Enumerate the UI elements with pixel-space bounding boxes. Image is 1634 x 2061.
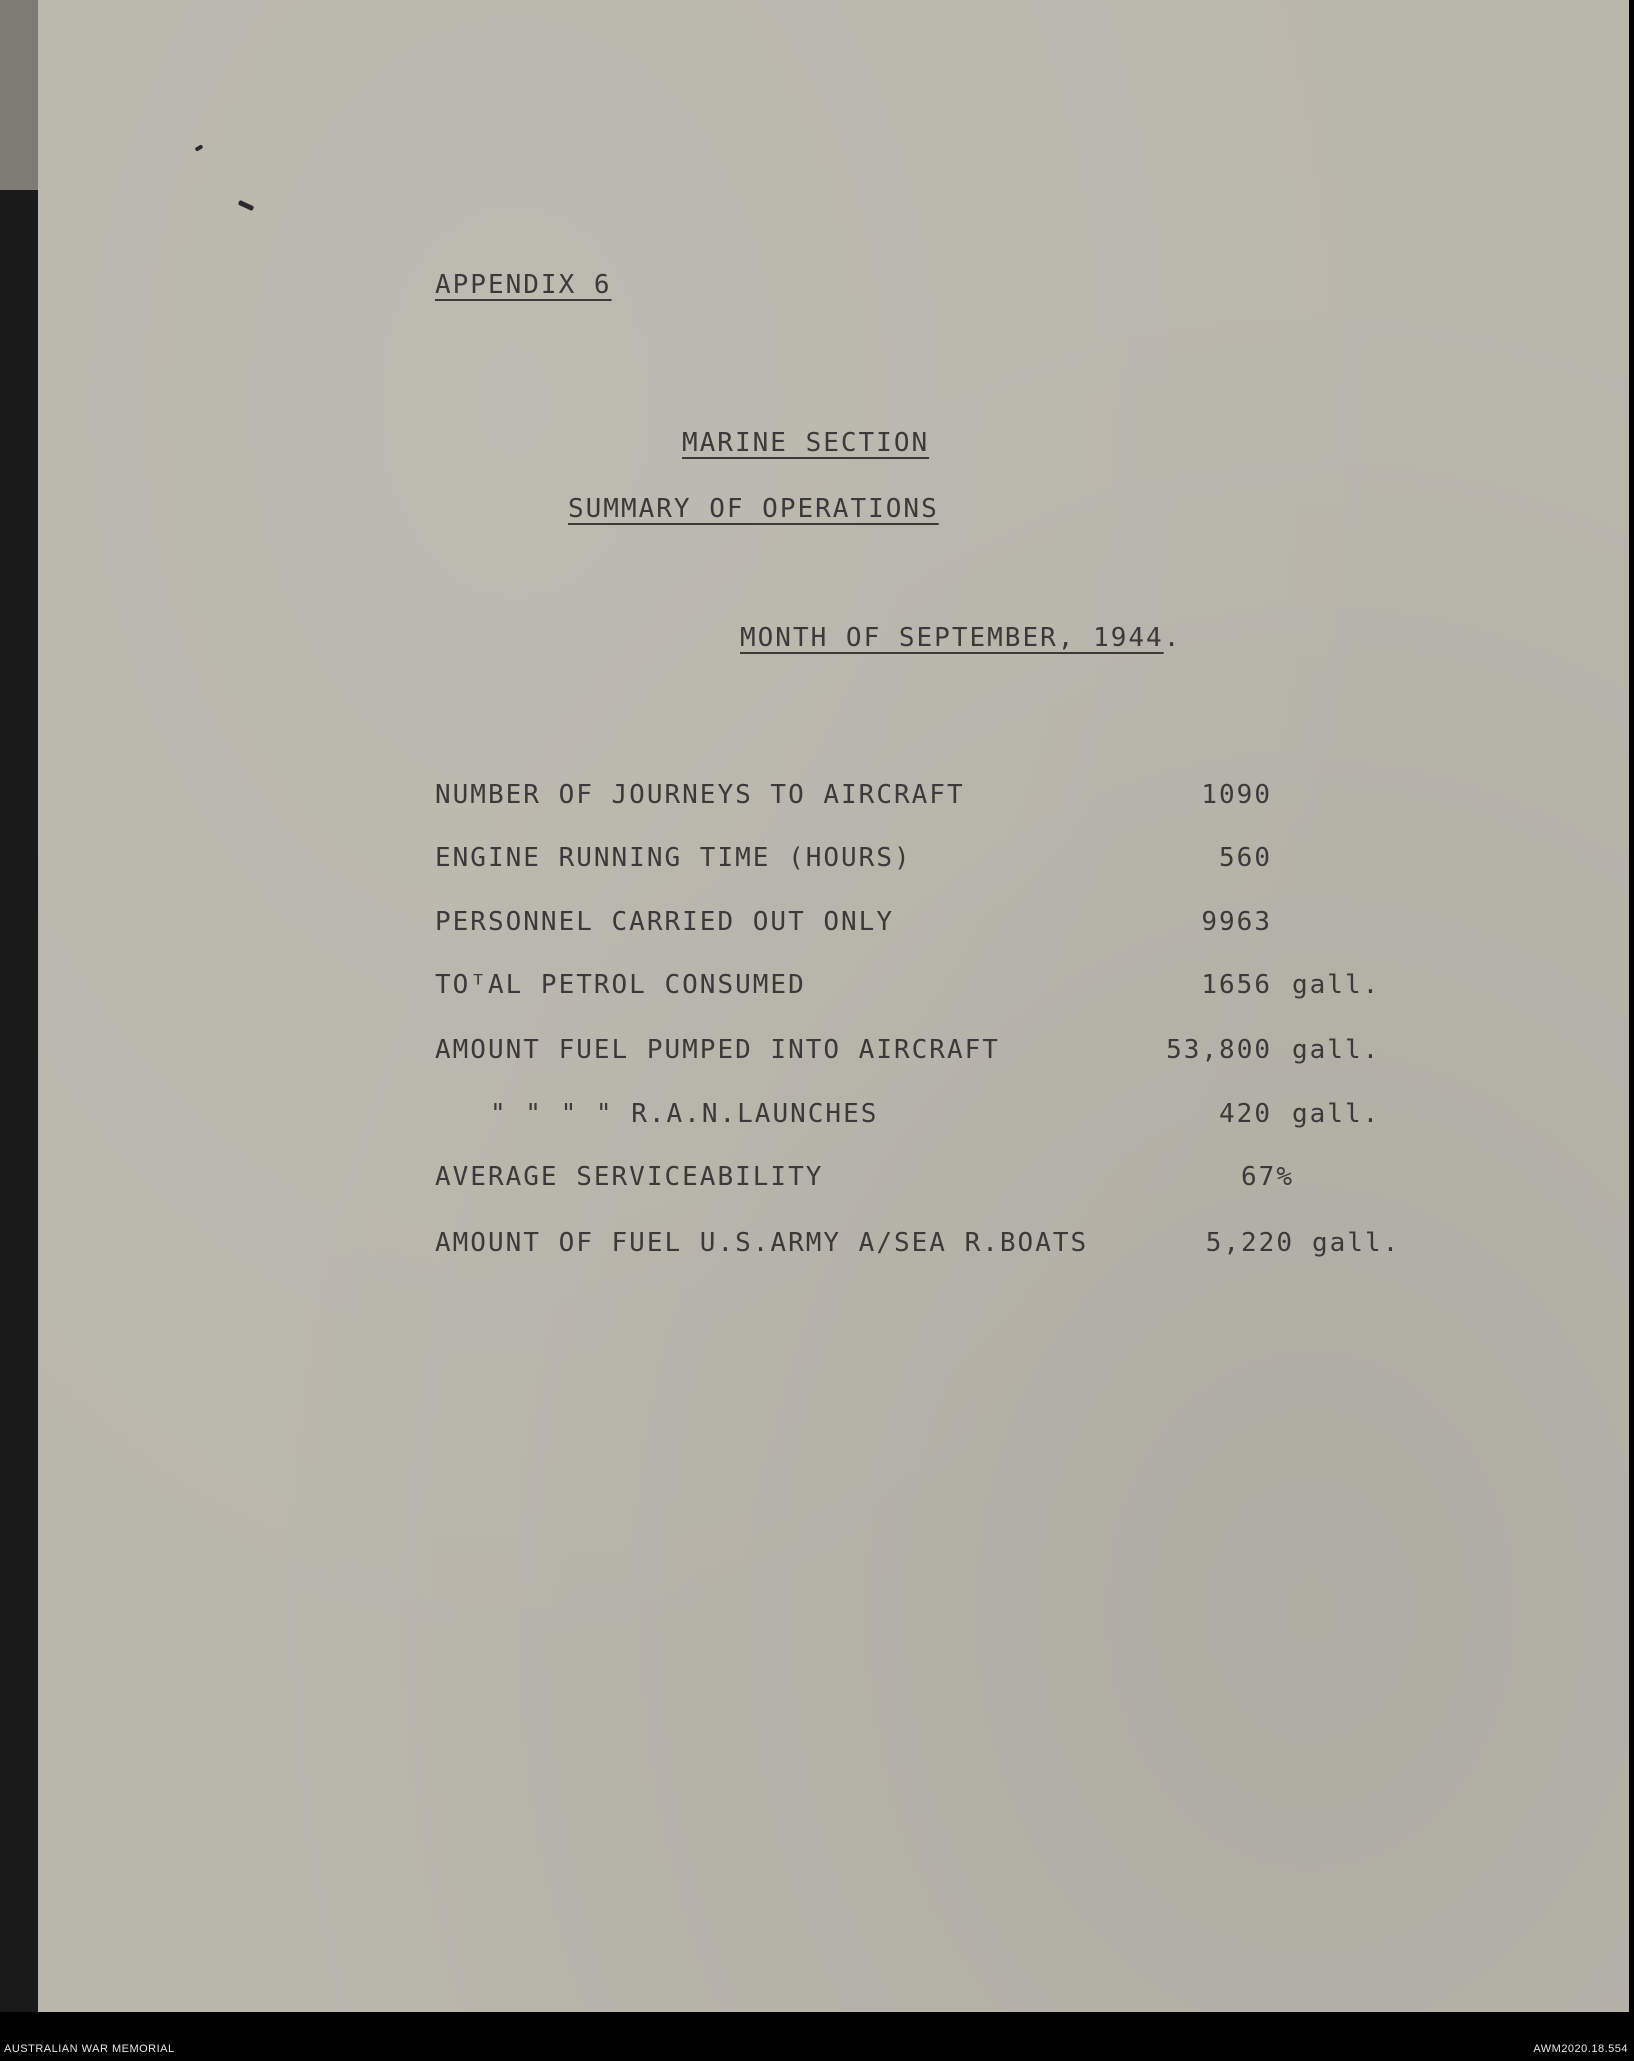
row-label: NUMBER OF JOURNEYS TO AIRCRAFT bbox=[435, 780, 965, 810]
footer-archive-name: AUSTRALIAN WAR MEMORIAL bbox=[4, 2043, 175, 2055]
row-label: TOᵀAL PETROL CONSUMED bbox=[435, 970, 806, 1000]
row-value: 67% bbox=[1241, 1162, 1294, 1192]
row-value: 560 bbox=[1219, 843, 1272, 873]
row-value: 9963 bbox=[1201, 907, 1272, 937]
row-value: 5,220 bbox=[1205, 1228, 1294, 1258]
row-label: ENGINE RUNNING TIME (HOURS) bbox=[435, 843, 912, 873]
period-text: MONTH OF SEPTEMBER, 1944 bbox=[740, 623, 1164, 653]
row-value: 53,800 bbox=[1166, 1035, 1272, 1065]
period-line bbox=[740, 623, 1181, 653]
document-page bbox=[38, 0, 1629, 2012]
row-unit: gall. bbox=[1312, 1228, 1401, 1258]
row-label: AMOUNT FUEL PUMPED INTO AIRCRAFT bbox=[435, 1035, 1000, 1065]
row-unit: gall. bbox=[1292, 1035, 1381, 1065]
row-label: AMOUNT OF FUEL U.S.ARMY A/SEA R.BOATS bbox=[435, 1228, 1089, 1258]
section-title: MARINE SECTION bbox=[682, 428, 930, 458]
footer-item-id: AWM2020.18.554 bbox=[1533, 2043, 1628, 2055]
appendix-heading: APPENDIX 6 bbox=[435, 270, 612, 300]
ink-mark bbox=[195, 144, 204, 151]
period-suffix: . bbox=[1163, 623, 1182, 653]
row-unit: gall. bbox=[1292, 970, 1381, 1000]
summary-subtitle: SUMMARY OF OPERATIONS bbox=[568, 494, 939, 524]
ink-mark bbox=[238, 200, 255, 211]
row-label: " " " " R.A.N.LAUNCHES bbox=[490, 1099, 879, 1129]
row-label: PERSONNEL CARRIED OUT ONLY bbox=[435, 907, 894, 937]
row-value: 1090 bbox=[1201, 780, 1272, 810]
row-label: AVERAGE SERVICEABILITY bbox=[435, 1162, 824, 1192]
row-value: 420 bbox=[1219, 1099, 1272, 1129]
row-value: 1656 bbox=[1201, 970, 1272, 1000]
row-unit: gall. bbox=[1292, 1099, 1381, 1129]
scan-edge-strip bbox=[0, 0, 40, 190]
